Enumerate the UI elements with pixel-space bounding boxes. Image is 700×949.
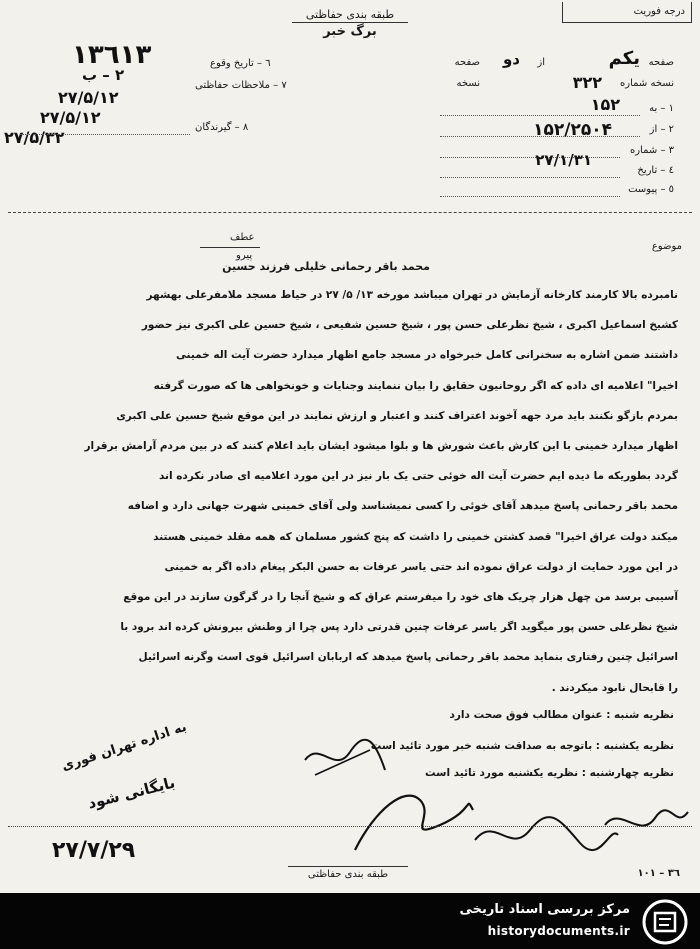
bottom-signature-icon: [470, 805, 620, 860]
classification-top: طبقه بندی حفاظتی: [305, 8, 395, 21]
priority-label: درجه فوریت: [633, 6, 685, 17]
field-4-label: ٤ – تاریخ: [637, 165, 674, 176]
field-4-line: [440, 177, 620, 178]
field-7-label: ۷ – ملاحظات حفاظتی: [195, 80, 287, 91]
site-name: مرکز بررسی اسناد تاریخی: [459, 902, 630, 917]
handwritten-archive-note: بایگانی شود: [86, 773, 177, 813]
opinion-saturday: نظریه شنبه : عنوان مطالب فوق صحت دارد: [449, 709, 674, 721]
document-type-title: برگ خبر: [323, 24, 377, 39]
field-3-line: [440, 157, 620, 158]
field-5-label: ٥ – پیوست: [628, 184, 674, 195]
site-logo-icon: [642, 899, 688, 945]
field-8-label: ۸ – گیرندگان: [195, 122, 249, 133]
field-7-value-a: ۲ – ب: [82, 66, 125, 84]
body-line: آسیبی برسد من چهل هزار چریک های خود را میفرستم عراق که و شیخ آنجا را در گرگون سازند در این موقع: [123, 591, 678, 604]
field-3-value: ۱۵۲/۲۵۰۴: [533, 120, 612, 140]
header-underline: [292, 22, 408, 23]
field-1-label: ۱ – به: [649, 103, 674, 114]
field-6-label: ٦ – تاریخ وقوع: [210, 58, 271, 69]
field-2-label: ۲ – از: [649, 124, 674, 135]
field-8-value-b: ۲۷/۵/۳۲: [4, 128, 65, 147]
body-line: شیخ نظرعلی حسن پور میگوید اگر یاسر عرفات چنین قدرتی دارد پس چرا از وطنش بیرونش کرده اند برود با: [120, 621, 678, 634]
copy-number-label: نسخه شماره: [620, 78, 674, 89]
page-of-label: از: [537, 57, 545, 68]
atf-underline: [200, 247, 260, 248]
body-line: کشیخ اسماعیل اکبری ، شیخ نظرعلی حسن پور ، شیخ حسین شفیعی ، شیخ حسین علی اکبری نیز حضور: [141, 319, 678, 332]
handwritten-bottom-date: ۲۷/۷/۲۹: [52, 838, 136, 863]
body-line: اظهار میدارد خمینی با این کارش باعث شورش ها و بلوا میشود ایشان باید اعلام کنند که در بین مردم آرامش برقرار: [84, 440, 678, 453]
page-label: صفحه: [648, 57, 674, 68]
field-1-line: [440, 115, 640, 116]
field-6-value: ۱۳٦۱۳: [72, 40, 152, 70]
field-8-line: [20, 134, 190, 135]
body-line: داشتند ضمن اشاره به سخنرانی کامل خبرخواه در مسجد جامع اظهار میدارد حضرت آیت اله خمینی: [175, 349, 678, 362]
document-code: ۱۰۱ – ۳٦: [637, 868, 680, 879]
body-line: بمردم بازگو نکنند باید مرد جهه آخوند اعتراف کنند و اعتبار و ارزش نمایند در این موقع شیخ حسین علی اکبری: [116, 409, 678, 422]
body-line: نامبرده بالا کارمند کارخانه آزمایش در تهران میباشد مورخه ۱۳/ ۵/ ۲۷ در حیاط مسجد ملامفرعلی بهشهر: [146, 289, 678, 301]
priority-box: [562, 2, 692, 23]
subject-label: موضوع: [651, 241, 682, 252]
handwritten-instruction-prefix: به اداره تهران فوری: [60, 719, 189, 775]
body-line: اسرائیل چنین رفتاری بنماید محمد باقر رحمانی پاسخ میدهد که اربابان اسرائیل قوی است وگرنه اسرائیل: [138, 651, 678, 664]
form-separator: [8, 212, 692, 213]
body-line: را قابحال نابود میکردند .: [551, 681, 678, 694]
body-line: محمد باقر رحمانی پاسخ میدهد آقای خوئی را کسی نمیشناسد ولی آقای خمینی شهرت جهانی دارد و اضافه: [127, 500, 678, 513]
handwritten-instruction: [60, 720, 189, 775]
site-url: historydocuments.ir: [487, 924, 630, 938]
report-body: [16, 280, 678, 703]
bottom-separator: [8, 826, 692, 827]
field-8-value-a: ۲۷/۵/۱۲: [40, 108, 101, 127]
field-1-value: ۱۵۲: [590, 95, 620, 114]
body-line: در این مورد حمایت از دولت عراق نموده اند حتی یاسر عرفات به حسن البکر پیغام داده اگر به خمینی: [164, 560, 678, 573]
classification-bottom: طبقه بندی حفاظتی: [288, 866, 408, 880]
follow-label: پیرو: [236, 250, 253, 261]
field-7-value-b: ۲۷/۵/۱۲: [58, 88, 119, 107]
copy-number-value: ۳۲۲: [572, 73, 602, 92]
opinion-sunday: نظریه یکشنبه : باتوجه به صداقت شنبه خبر مورد تائید است: [370, 740, 674, 752]
body-line: میکند دولت عراق اخیرا" قصد کشتن خمینی را داشت که پنج کشور مسلمان که همه مقلد خمینی هستند: [153, 530, 678, 543]
atf-label: عطف: [230, 232, 255, 243]
field-4-value: ۲۷/۱/۳۱: [535, 151, 592, 169]
body-line: گردد بطوریکه ما دیده ایم حضرت آیت اله خوئی حتی یک بار نیز در این مورد اعلامیه ای صادر نکرده اند: [158, 470, 678, 483]
body-line: اخیرا" اعلامیه ای داده که اگر روحانیون حقایق را بیان ننمایند وجنایات و خونخواهی ها که صورت گرفته: [153, 379, 678, 392]
header-block: [250, 6, 450, 40]
opinion-wednesday: نظریه چهارشنبه : نظریه یکشنبه مورد تائید است: [425, 767, 674, 779]
copy-suffix-label: نسخه: [456, 78, 480, 89]
subject-value: محمد باقر رحمانی خلیلی فرزند حسین: [222, 260, 430, 273]
field-5-line: [440, 196, 620, 197]
page-value-handwritten: یکم: [608, 48, 640, 69]
page-label-2: صفحه: [454, 57, 480, 68]
corner-signature-icon: [600, 800, 690, 850]
field-3-label: ۳ – شماره: [629, 145, 674, 156]
large-signature-icon: [345, 780, 475, 860]
page-total-handwritten: دو: [502, 50, 520, 68]
